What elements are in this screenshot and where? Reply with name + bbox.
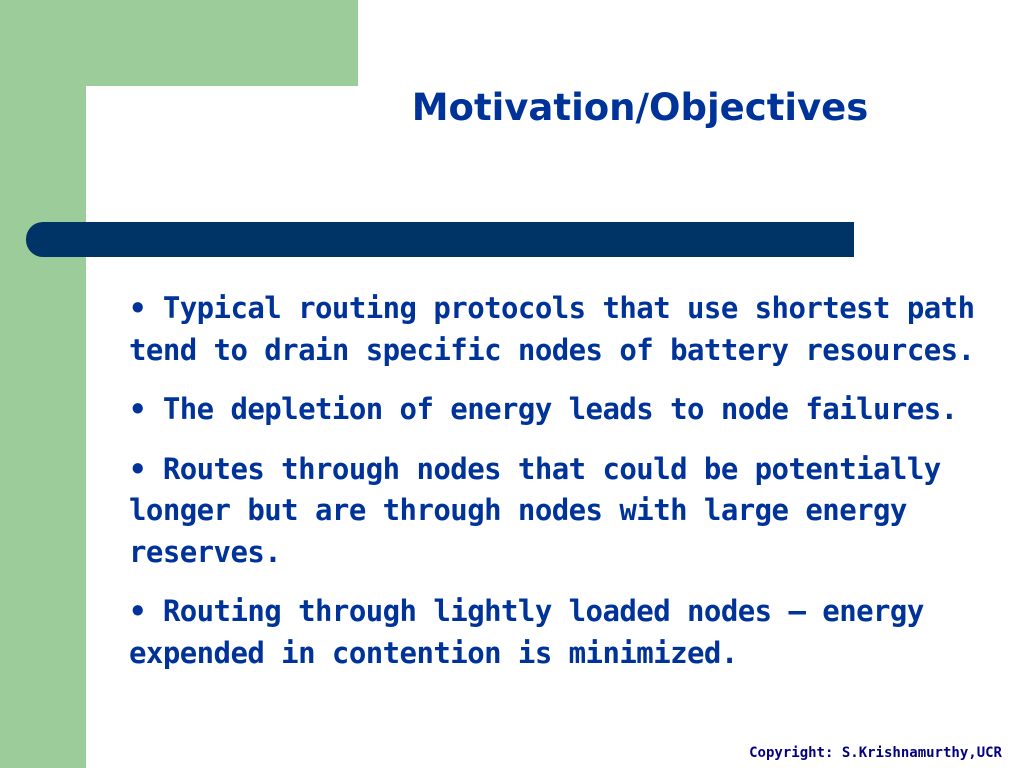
bullet-line: • Routes through nodes that could be potentially (129, 451, 941, 486)
copyright-footer: Copyright: S.Krishnamurthy,UCR (749, 745, 1002, 761)
top-green-accent (0, 0, 358, 86)
bullet-line: tend to drain specific nodes of battery resources. (129, 332, 975, 367)
bullet-line: • Typical routing protocols that use shortest path (129, 291, 975, 325)
rounded-content-corner (86, 86, 206, 206)
bullet-line: • Routing through lightly loaded nodes – energy (129, 594, 924, 628)
bullet-line: reserves. (129, 534, 282, 569)
bullet-line: • The depletion of energy leads to node failures. (129, 392, 958, 426)
slide-title: Motivation/Objectives (411, 86, 869, 129)
bullet-line: expended in contention is minimized. (129, 635, 738, 670)
title-divider-bar (26, 222, 854, 257)
left-green-accent (0, 0, 86, 768)
bullet-list (129, 288, 989, 692)
bullet-item-energy-reserves (129, 449, 989, 574)
bullet-item-shortest-path (129, 288, 989, 371)
bullet-item-lightly-loaded (129, 591, 989, 674)
bullet-line: longer but are through nodes with large energy (129, 493, 907, 527)
bullet-item-energy-depletion (129, 389, 989, 431)
